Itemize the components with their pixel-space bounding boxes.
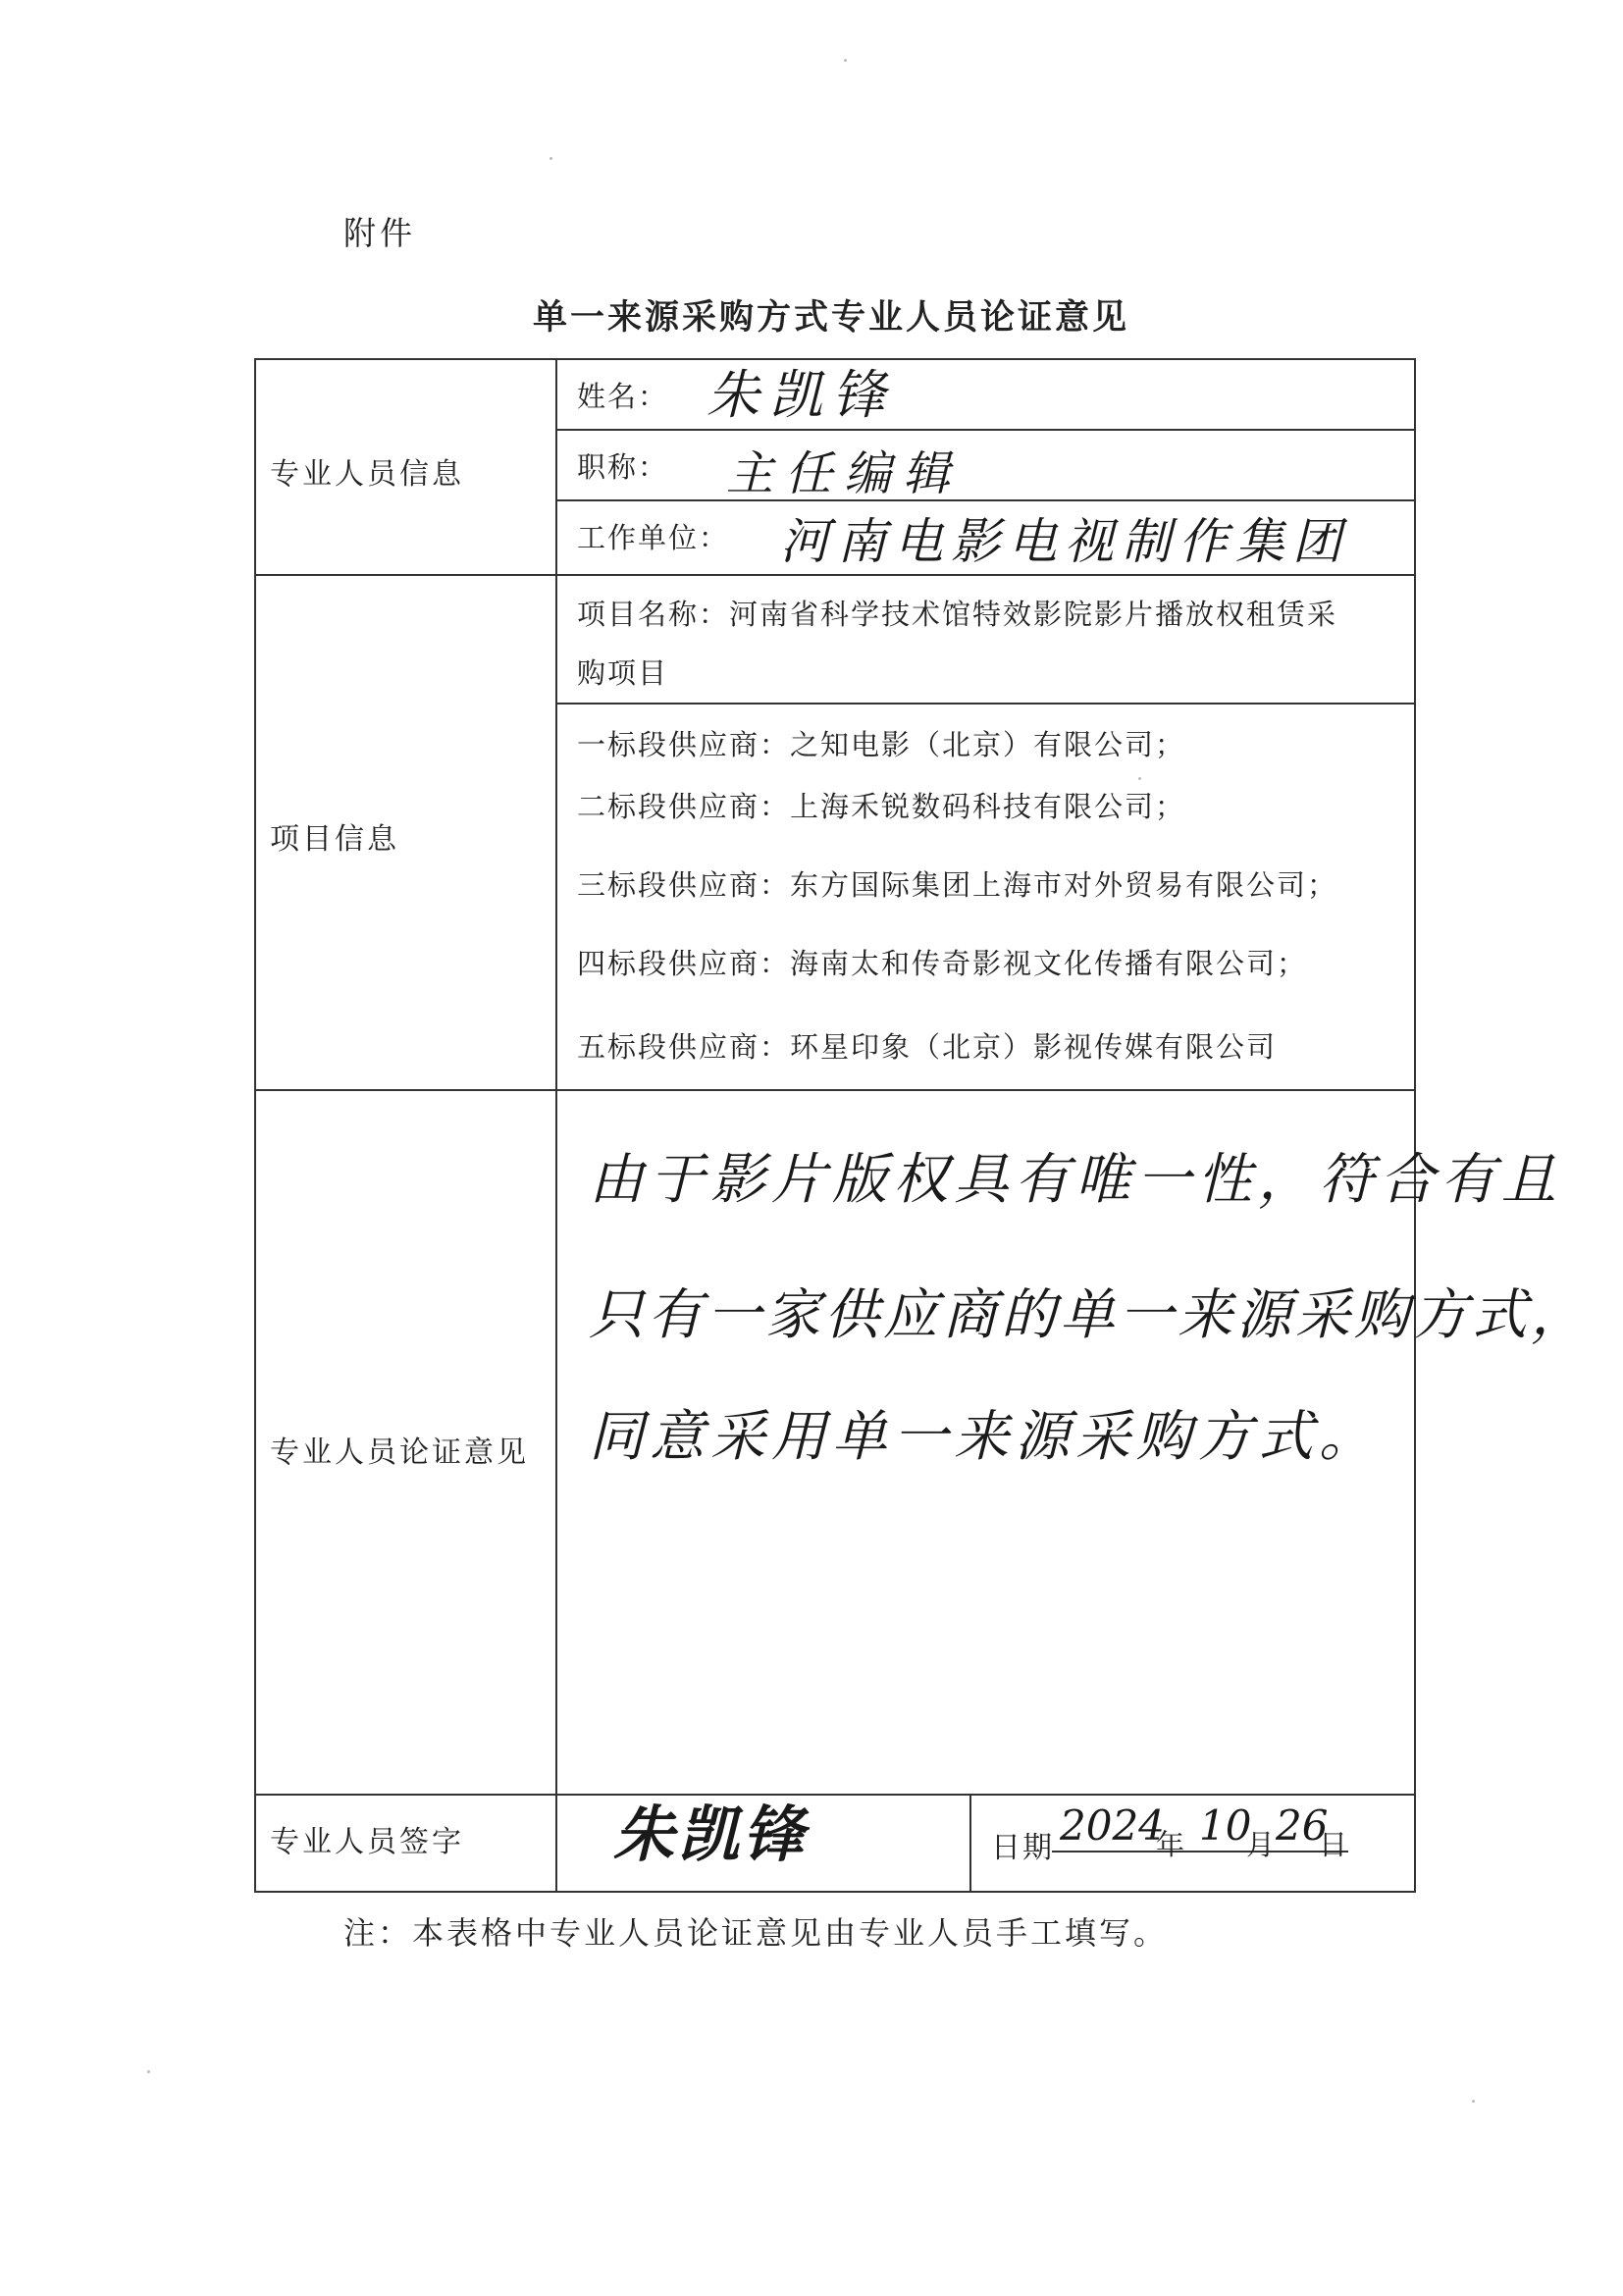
date-day-unit: 日 xyxy=(1319,1828,1350,1861)
job-title-label: 职称： xyxy=(577,450,669,484)
employer-label: 工作单位： xyxy=(577,521,730,554)
scan-speck xyxy=(844,59,847,62)
supplier-lot-1: 一标段供应商：之知电影（北京）有限公司； xyxy=(577,728,1186,761)
name-handwritten: 朱凯锋 xyxy=(707,364,895,426)
date-month-unit: 月 xyxy=(1246,1828,1278,1861)
supplier-lot-2: 二标段供应商：上海禾锐数码科技有限公司； xyxy=(577,790,1186,823)
project-name-line1: 项目名称：河南省科学技术馆特效影院影片播放权租赁采 xyxy=(577,598,1338,631)
footnote: 注：本表格中专业人员论证意见由专业人员手工填写。 xyxy=(343,1914,1169,1952)
date-month: 10 xyxy=(1199,1801,1252,1850)
handwritten-signature: 朱凯锋 xyxy=(613,1799,809,1870)
supplier-lot-5: 五标段供应商：环星印象（北京）影视传媒有限公司 xyxy=(577,1030,1278,1064)
scan-speck xyxy=(550,157,552,160)
project-name-line2: 购项目 xyxy=(577,656,669,690)
document-title: 单一来源采购方式专业人员论证意见 xyxy=(532,298,1129,338)
opinion-line-1: 由于影片版权具有唯一性，符合有且 xyxy=(589,1148,1562,1212)
personnel-section-label: 专业人员信息 xyxy=(270,457,464,492)
date-year-unit: 年 xyxy=(1156,1828,1187,1861)
date-label: 日期 xyxy=(991,1831,1054,1865)
opinion-line-3: 同意采用单一来源采购方式。 xyxy=(589,1405,1380,1469)
project-section-label: 项目信息 xyxy=(270,822,399,857)
opinion-line-2: 只有一家供应商的单一来源采购方式， xyxy=(589,1283,1590,1347)
supplier-lot-3: 三标段供应商：东方国际集团上海市对外贸易有限公司； xyxy=(577,868,1338,902)
scan-speck xyxy=(147,2070,150,2073)
scan-speck xyxy=(1472,2100,1475,2103)
opinion-section-label: 专业人员论证意见 xyxy=(270,1435,529,1470)
name-label: 姓名： xyxy=(577,380,669,413)
attachment-label: 附件 xyxy=(343,214,416,252)
job-title-handwritten: 主任编辑 xyxy=(726,446,963,501)
scan-speck xyxy=(1138,777,1141,780)
supplier-lot-4: 四标段供应商：海南太和传奇影视文化传播有限公司； xyxy=(577,947,1308,980)
employer-handwritten: 河南电影电视制作集团 xyxy=(780,513,1349,570)
signature-section-label: 专业人员签字 xyxy=(270,1825,464,1859)
date-year: 2024 xyxy=(1060,1801,1165,1850)
date-day: 26 xyxy=(1276,1801,1329,1850)
